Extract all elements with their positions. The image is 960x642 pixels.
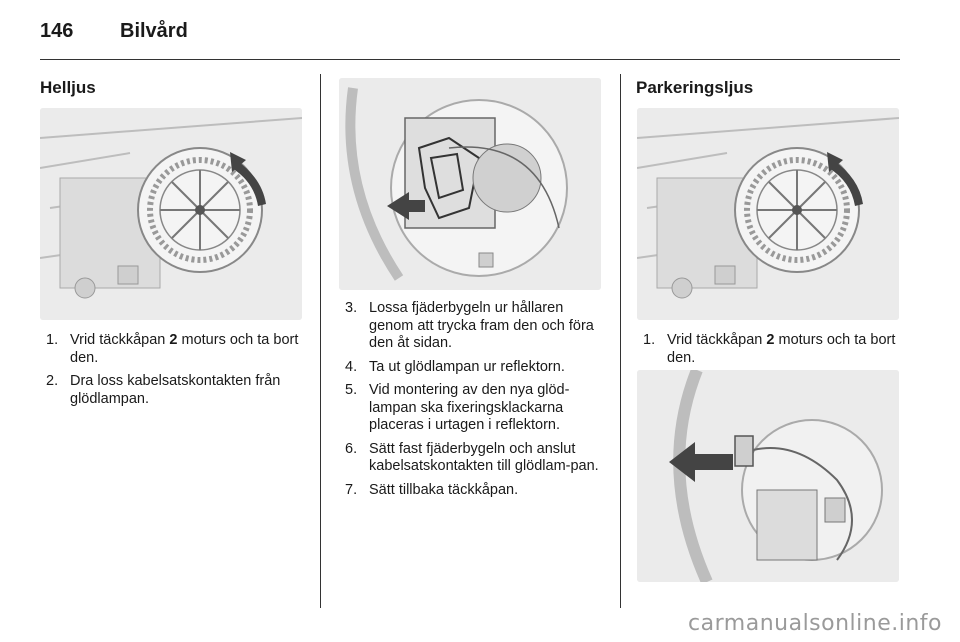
step-text: Sätt tillbaka täckkåpan. <box>369 481 519 498</box>
column-divider-left <box>320 74 321 608</box>
column-divider-right <box>620 74 621 608</box>
list-item <box>643 332 905 367</box>
step-text: Vrid täckkåpan <box>667 332 767 348</box>
bulb-spring-clip-illustration <box>339 78 601 290</box>
step-number: 7. <box>345 481 358 498</box>
parkeringsljus-steps <box>643 332 905 373</box>
list-item <box>345 441 607 476</box>
step-text: Vrid täckkåpan <box>70 332 170 348</box>
headlight-cover-illustration <box>40 108 302 320</box>
header-divider <box>40 59 900 60</box>
parking-light-cover-illustration <box>637 108 899 320</box>
section-heading-helljus: Helljus <box>40 78 96 97</box>
step-number: 1. <box>46 332 59 348</box>
step-text-end: moturs och ta bort den. <box>70 332 299 366</box>
step-number: 5. <box>345 382 358 398</box>
parking-bulb-removal-illustration <box>637 370 899 582</box>
step-text: Sätt fast fjäderbygeln och anslut kabelsatskontakten till glödlam-pan. <box>369 440 599 474</box>
step-text: Lossa fjäderbygeln ur hållaren genom att trycka fram den och föra den åt sidan. <box>369 300 594 351</box>
section-heading-parkeringsljus: Parkeringsljus <box>636 78 754 97</box>
list-item <box>46 332 308 367</box>
list-item <box>345 382 607 435</box>
step-text: Ta ut glödlampan ur reflektorn. <box>369 358 565 375</box>
step-text: Vid montering av den nya glöd-lampan ska fixeringsklackarna placeras i urtagen i reflektorn. <box>369 382 570 433</box>
list-item <box>345 482 607 500</box>
page-number: 146 <box>40 20 74 42</box>
step-text: Dra loss kabelsatskontakten från glödlampan. <box>70 373 281 407</box>
list-item <box>345 359 607 377</box>
step-number: 4. <box>345 358 358 375</box>
step-ref: 2 <box>169 332 178 348</box>
page-title: Bilvård <box>120 20 188 42</box>
step-number: 2. <box>46 373 59 389</box>
helljus-steps <box>46 332 308 414</box>
watermark: carmanualsonline.info <box>688 611 942 636</box>
step-number: 1. <box>643 332 656 348</box>
step-text-end: moturs och ta bort den. <box>667 332 896 366</box>
step-ref: 2 <box>766 332 775 348</box>
list-item <box>345 300 607 353</box>
step-number: 6. <box>345 440 358 457</box>
middle-steps <box>345 300 607 505</box>
step-number: 3. <box>345 300 358 316</box>
list-item <box>46 373 308 408</box>
